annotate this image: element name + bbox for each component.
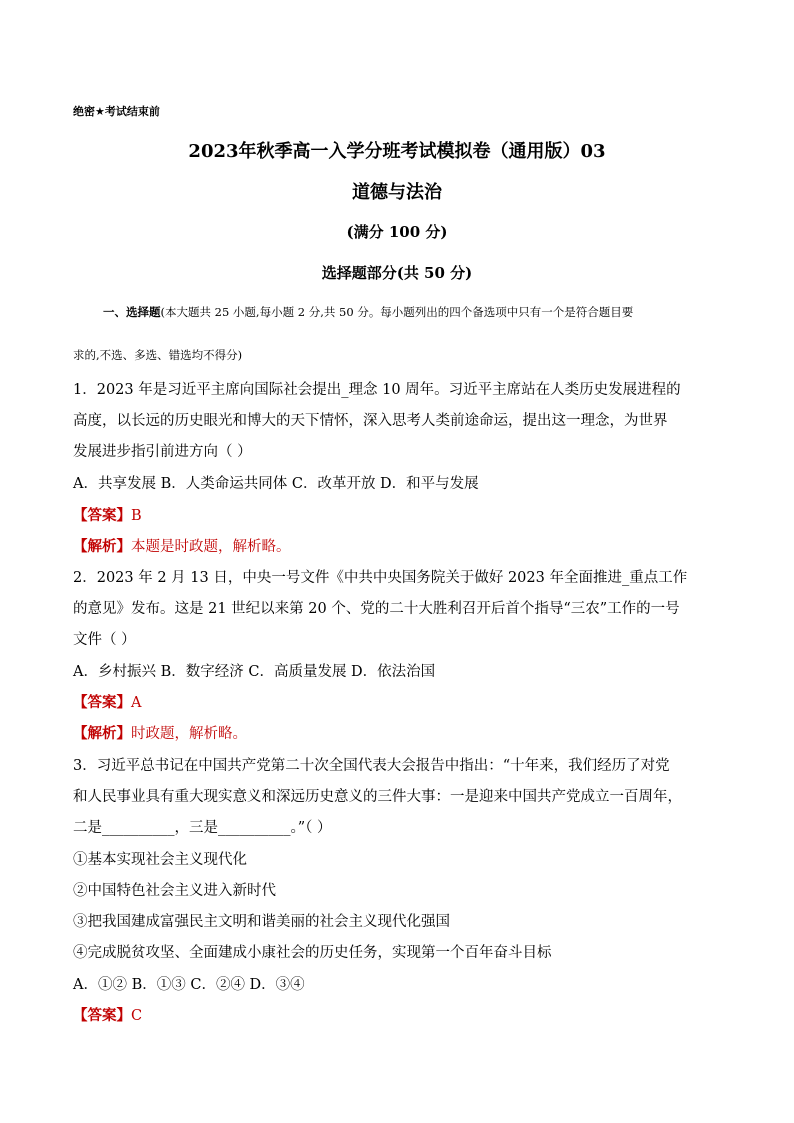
q3-line-3: 二是__________，三是__________。”（ ）: [73, 820, 332, 836]
q3-line-2: 和人民事业具有重大现实意义和深远历史意义的三件大事：一是迎来中国共产党成立一百周年，: [73, 789, 682, 805]
q3-options: A．①② B．①③ C．②④ D．③④: [73, 977, 305, 993]
q2-line-1: 2．2023 年 2 月 13 日，中央一号文件《中共中央国务院关于做好 2023 年全面推进_重点工作: [73, 570, 688, 586]
instructions-line-1: [103, 304, 753, 320]
section-title: 选择题部分(共 50 分): [321, 264, 473, 282]
q3-item-2: ②中国特色社会主义进入新时代: [73, 883, 276, 899]
full-score: (满分 100 分): [346, 223, 448, 241]
analysis-text: 时政题，解析略。: [131, 726, 247, 742]
q3-answer: [73, 1006, 733, 1026]
q3-item-1: ①基本实现社会主义现代化: [73, 852, 247, 868]
q3-item-3: ③把我国建成富强民主文明和谐美丽的社会主义现代化强国: [73, 914, 450, 930]
q2-answer: [73, 693, 733, 713]
analysis-label: 【解析】: [73, 725, 131, 742]
q2-line-3: 文件（ ）: [73, 632, 136, 648]
q1-line-3: 发展进步指引前进方向（ ）: [73, 444, 252, 460]
answer-label: 【答案】: [73, 694, 131, 711]
q2-line-2: 的意见》发布。这是 21 世纪以来第 20 个、党的二十大胜利召开后首个指导“三农”工作的一号: [73, 601, 680, 617]
subject-title: 道德与法治: [352, 182, 442, 203]
q1-line-2: 高度，以长远的历史眼光和博大的天下情怀，深入思考人类前途命运，提出这一理念，为世界: [73, 413, 668, 429]
instructions-label: 一、选择题: [103, 305, 161, 319]
answer-label: 【答案】: [73, 507, 131, 524]
q1-analysis: [73, 537, 733, 557]
q2-analysis: [73, 724, 733, 744]
q1-answer: [73, 506, 733, 526]
instructions-line-2: 求的,不选、多选、错选均不得分): [73, 348, 243, 362]
exam-title: 2023年秋季高一入学分班考试模拟卷（通用版）03: [188, 141, 606, 162]
answer-value: A: [131, 695, 142, 711]
instructions-text-1: (本大题共 25 小题,每小题 2 分,共 50 分。每小题列出的四个备选项中只有一个是符合题目要: [160, 305, 634, 319]
q1-options: A．共享发展 B．人类命运共同体 C．改革开放 D．和平与发展: [73, 476, 479, 492]
answer-value: B: [131, 508, 142, 524]
q3-item-4: ④完成脱贫攻坚、全面建成小康社会的历史任务，实现第一个百年奋斗目标: [73, 945, 552, 961]
analysis-label: 【解析】: [73, 538, 131, 555]
secret-mark: 绝密★考试结束前: [73, 105, 160, 118]
q1-line-1: 1．2023 年是习近平主席向国际社会提出_理念 10 周年。习近平主席站在人类历史发展进程的: [73, 382, 681, 398]
answer-label: 【答案】: [73, 1007, 131, 1024]
analysis-text: 本题是时政题，解析略。: [131, 539, 291, 555]
answer-value: C: [131, 1008, 143, 1024]
q2-options: A．乡村振兴 B．数字经济 C．高质量发展 D．依法治国: [73, 664, 436, 680]
q3-line-1: 3．习近平总书记在中国共产党第二十次全国代表大会报告中指出：“十年来，我们经历了对党: [73, 758, 670, 774]
